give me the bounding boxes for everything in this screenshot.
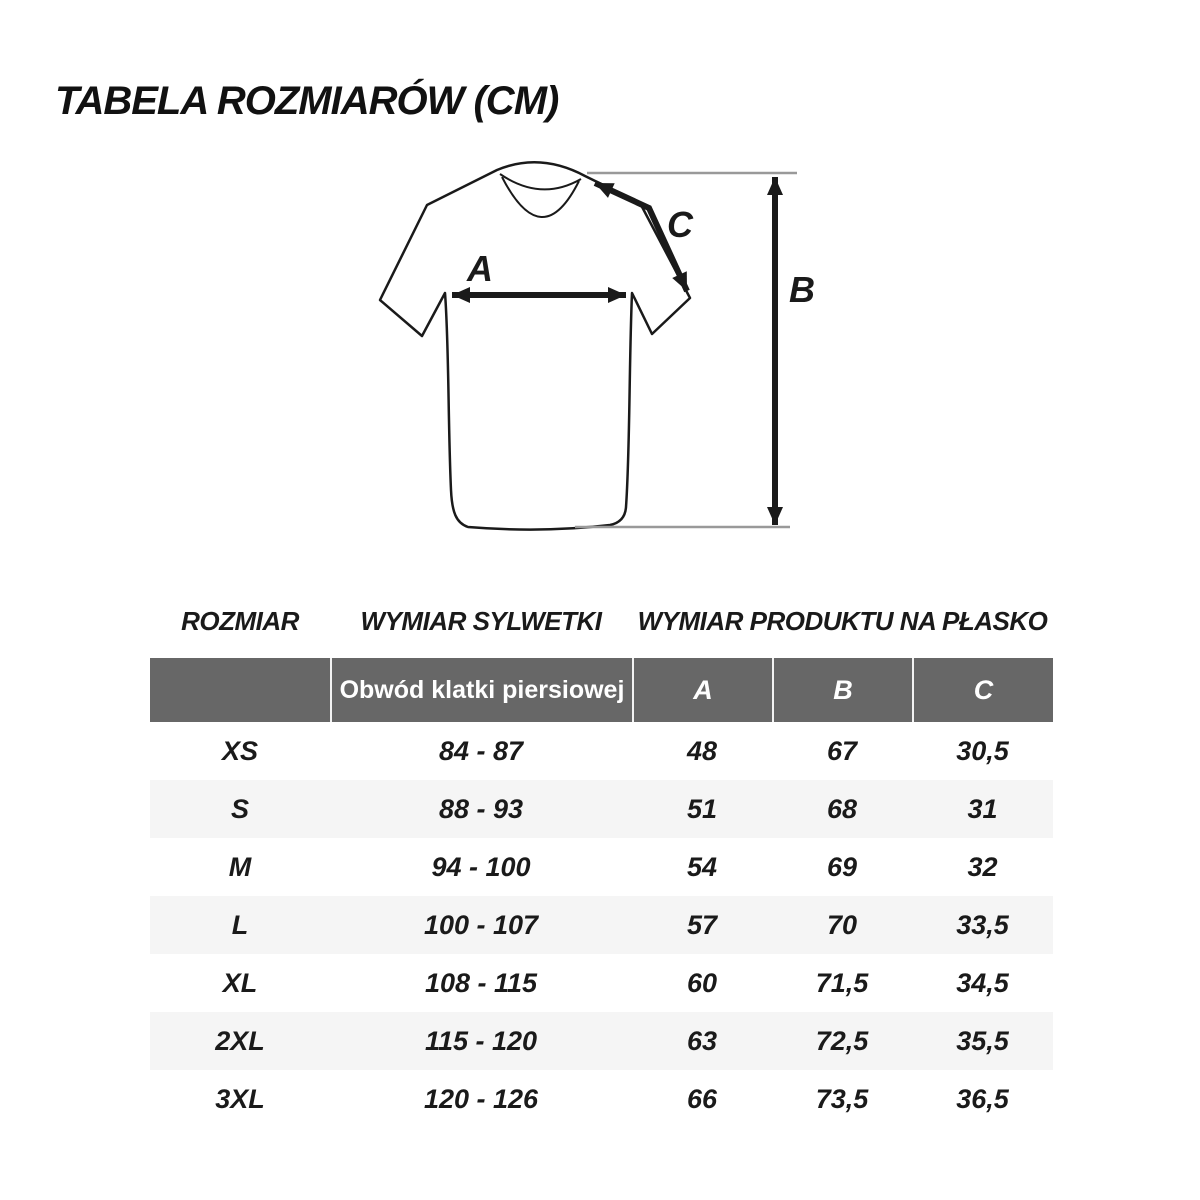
cell-c: 34,5 [956, 967, 1009, 998]
cell-a: 57 [632, 896, 772, 954]
cell-c: 36,5 [956, 1083, 1009, 1114]
table-row-2xl [150, 1012, 1053, 1070]
cell-a: 51 [632, 780, 772, 838]
header-cell-a: A [632, 658, 772, 722]
size-table [150, 598, 1053, 1128]
cell-chest: 108 - 115 [424, 967, 538, 998]
cell-c: 31 [912, 780, 1053, 838]
table-row-l [150, 896, 1053, 954]
table-row-s [150, 780, 1053, 838]
table-row-xs [150, 722, 1053, 780]
cell-a: 48 [686, 735, 718, 766]
cell-chest: 100 - 107 [330, 896, 632, 954]
cell-c: 32 [967, 851, 998, 882]
table-row-m [150, 838, 1053, 896]
cell-b: 72,5 [772, 1012, 912, 1070]
table-header-row [150, 658, 1053, 722]
cell-a: 54 [686, 851, 718, 882]
cell-chest: 115 - 120 [330, 1012, 632, 1070]
cell-a: 66 [686, 1083, 718, 1114]
cell-b: 69 [826, 851, 858, 882]
cell-a: 63 [632, 1012, 772, 1070]
cell-c: 30,5 [956, 735, 1009, 766]
measure-label-a: A [467, 248, 493, 289]
table-row-3xl [150, 1070, 1053, 1128]
cell-size: L [150, 896, 330, 954]
cell-c: 33,5 [912, 896, 1053, 954]
cell-a: 60 [686, 967, 718, 998]
cell-chest: 88 - 93 [330, 780, 632, 838]
column-group-size: ROZMIAR [181, 605, 299, 636]
cell-b: 67 [826, 735, 858, 766]
cell-chest: 94 - 100 [431, 851, 531, 882]
header-cell-chest: Obwód klatki piersiowej [330, 658, 632, 722]
measure-label-c: C [667, 204, 693, 245]
tshirt-measurement-diagram [360, 150, 840, 550]
cell-size: 2XL [150, 1012, 330, 1070]
header-cell-c: C [912, 658, 1053, 722]
cell-size: 3XL [215, 1083, 265, 1114]
table-row-xl [150, 954, 1053, 1012]
cell-b: 70 [772, 896, 912, 954]
column-group-headers [150, 598, 1053, 644]
cell-b: 68 [772, 780, 912, 838]
cell-b: 73,5 [815, 1083, 869, 1114]
cell-chest: 120 - 126 [423, 1083, 539, 1114]
measure-label-b: B [789, 269, 815, 310]
cell-size: S [150, 780, 330, 838]
header-cell-b: B [772, 658, 912, 722]
column-group-product-flat: WYMIAR PRODUKTU NA PŁASKO [637, 605, 1048, 636]
cell-size: M [228, 851, 252, 882]
column-group-body-measure: WYMIAR SYLWETKI [360, 605, 602, 636]
cell-c: 35,5 [912, 1012, 1053, 1070]
cell-b: 71,5 [815, 967, 869, 998]
page-title: TABELA ROZMIARÓW (CM) [55, 78, 559, 123]
cell-size: XL [222, 967, 258, 998]
cell-size: XS [221, 735, 259, 766]
cell-chest: 84 - 87 [438, 735, 524, 766]
tshirt-outline [380, 162, 690, 529]
header-cell-size [150, 658, 330, 722]
